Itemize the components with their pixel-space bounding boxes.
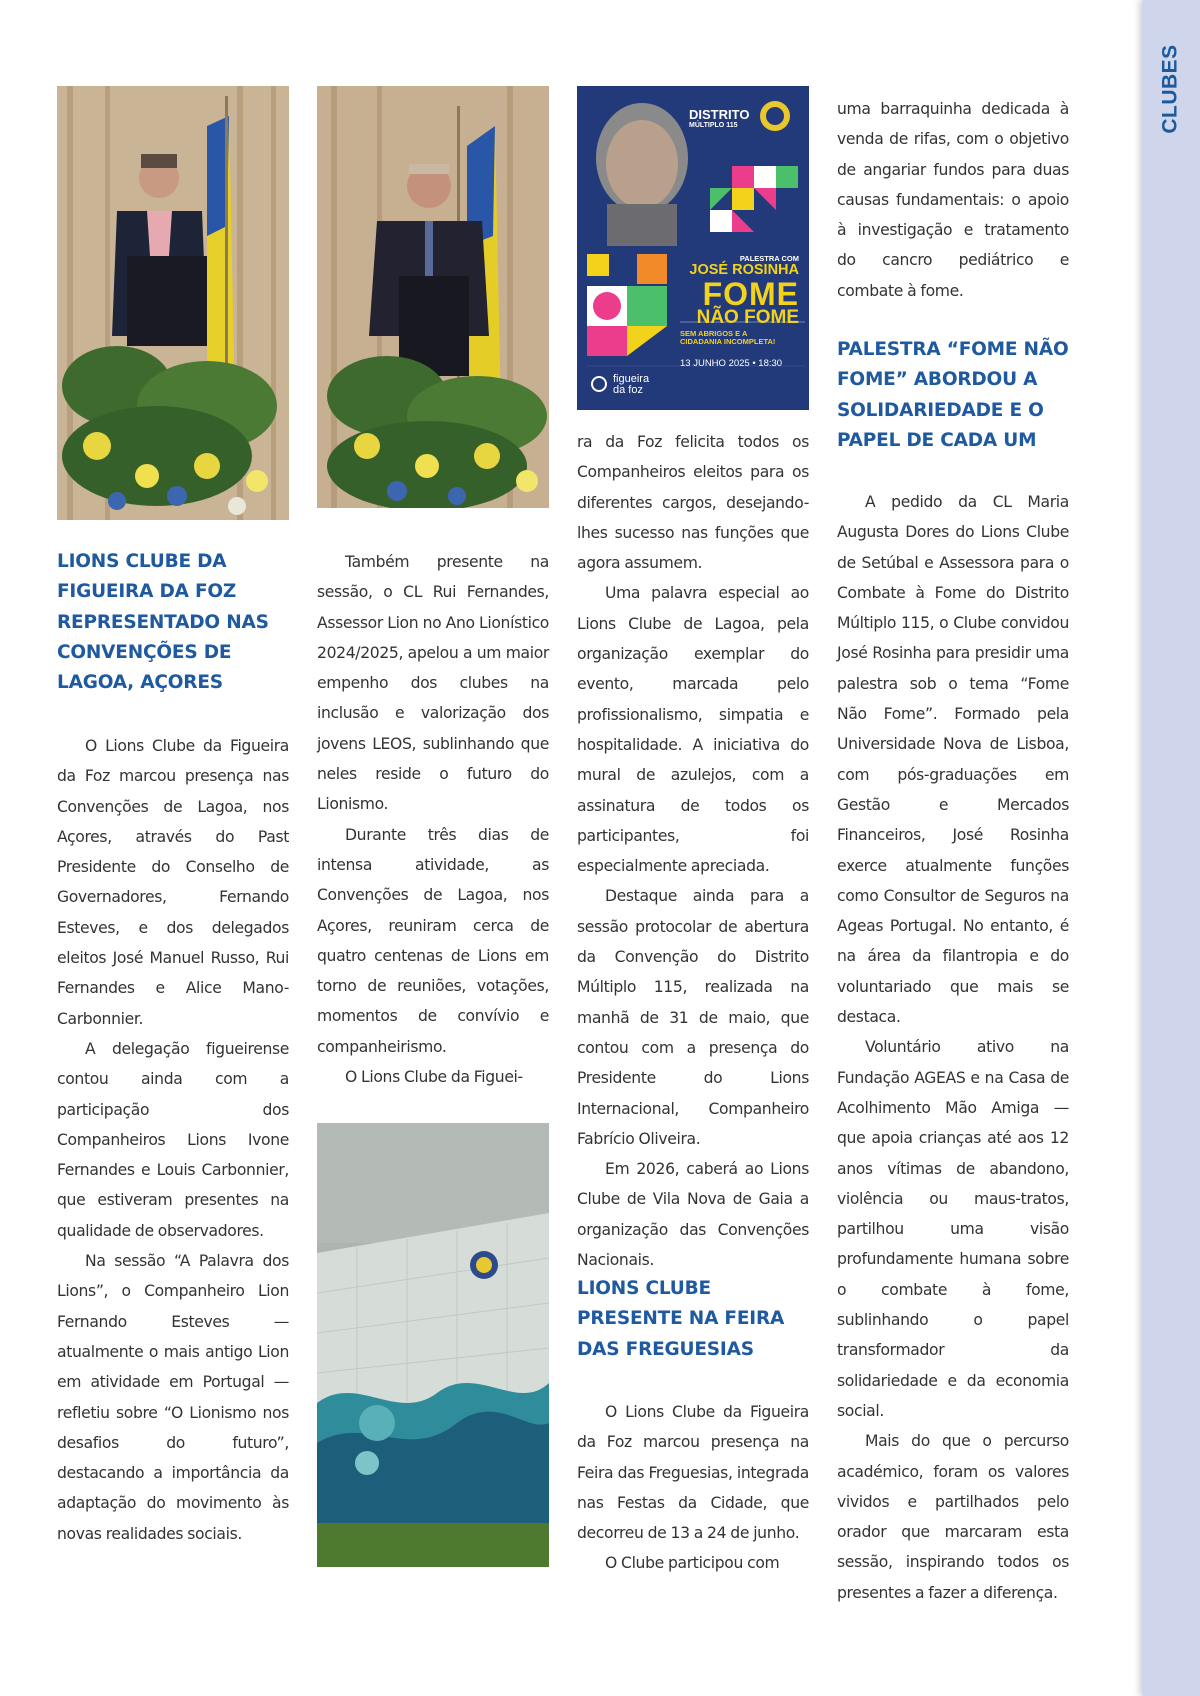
paragraph: O Lions Clube da Figueira da Foz marcou presença nas Convenções de Lagoa, nos Açores, através do Past Presidente do Conselho de Governadores, Fernando Esteves, e dos delegados eleitos José Manuel Russo, Rui Fernandes e Alice Mano-Carbonnier.: [57, 737, 289, 1028]
paragraph: Também presente na sessão, o CL Rui Fernandes, Assessor Lion no Ano Lionístico 2024/2025, apelou a um maior empenho dos clubes na inclusão e valorização dos jovens LEOS, sublinhando que neles reside o futuro do Lionismo.: [317, 553, 549, 814]
paragraph: O Lions Clube da Figuei-: [345, 1068, 523, 1087]
paragraph: Mais do que o percurso académico, foram os valores vividos e partilhados pelo orador que marcaram esta sessão, inspirando todos os presentes a fazer a diferença.: [837, 1432, 1069, 1602]
event-poster: [577, 86, 809, 410]
poster-header-line2: MÚLTIPLO 115: [689, 122, 738, 129]
section-sidebar: [1142, 0, 1200, 1696]
photo-speaker-fernando-esteves: [57, 86, 289, 520]
photo-azulejo-mural: [317, 1123, 549, 1567]
spiral-logo-icon: [591, 376, 607, 392]
paragraph: O Lions Clube da Figueira da Foz marcou presença na Feira das Freguesias, integrada nas Festas da Cidade, que decorreu de 13 a 24 de junho.: [577, 1403, 809, 1543]
section-label: CLUBES: [1159, 44, 1182, 134]
article-heading-feira: LIONS CLUBE PRESENTE NA FEIRA DAS FREGUESIAS: [577, 1278, 785, 1360]
poster-logo-line2: da foz: [613, 384, 643, 396]
poster-tagline-line2: CIDADANIA INCOMPLETA!: [680, 336, 776, 346]
paragraph: Uma palavra especial ao Lions Clube de Lagoa, pela organização exemplar do evento, marcada pelo profissionalismo, simpatia e hospitalidade. A iniciativa do mural de azulejos, com a assinatura de todos os participantes, foi especialmente apreciada.: [577, 584, 809, 876]
photo-speaker-1-image: [57, 86, 289, 520]
paragraph: Na sessão “A Palavra dos Lions”, o Companheiro Lion Fernando Esteves — atualmente o mais antigo Lion em atividade em Portugal — refletiu sobre “O Lionismo nos desafios do futuro”, destacando a importância da adaptação do movimento às novas realidades sociais.: [57, 1252, 289, 1543]
photo-speaker-2-image: [317, 86, 549, 508]
paragraph: ra da Foz felicita todos os Companheiros eleitos para os diferentes cargos, desejando-lhes sucesso nas funções que agora assumem.: [577, 433, 809, 573]
poster-tagline: [680, 330, 775, 346]
article-heading-lagoa: LIONS CLUBE DA FIGUEIRA DA FOZ REPRESENTADO NAS CONVENÇÕES DE LAGOA, AÇORES: [57, 551, 269, 694]
paragraph: Voluntário ativo na Fundação AGEAS e na Casa de Acolhimento Mão Amiga — que apoia crianças até aos 12 anos vítimas de abandono, violência ou maus-tratos, partilhou uma visão profundamente humana sobre o combate à fome, sublinhando o papel transformador da solidariedade e da economia social.: [837, 1038, 1069, 1420]
paragraph: O Clube participou com: [605, 1554, 780, 1573]
paragraph: Destaque ainda para a sessão protocolar de abertura da Convenção do Distrito Múltiplo 115, realizada na manhã de 31 de maio, que contou com a presença do Presidente do Lions Internacional, Companheiro Fabrício Oliveira.: [577, 887, 809, 1148]
paragraph: A delegação figueirense contou ainda com a participação dos Companheiros Lions Ivone Fernandes e Louis Carbonnier, que estiveram presentes na qualidade de observadores.: [57, 1039, 289, 1240]
poster-header: [689, 108, 749, 129]
article-lagoa-column-3: [577, 427, 809, 1275]
article-palestra-column-4: [837, 487, 1069, 1608]
paragraph: Em 2026, caberá ao Lions Clube de Vila Nova de Gaia a organização das Convenções Nacionais.: [577, 1160, 809, 1270]
article-feira-column-4: [837, 94, 1069, 306]
poster-logo-line1: figueira: [613, 373, 650, 385]
paragraph: A pedido da CL Maria Augusta Dores do Lions Clube de Setúbal e Assessora para o Combate à Fome do Distrito Múltiplo 115, o Clube convidou José Rosinha para presidir uma palestra sob o tema “Fome Não Fome”. Formado pela Universidade Nova de Lisboa, com pós-graduações em Gestão e Mercados Financeiros, José Rosinha exerce atualmente funções como Consultor de Seguros na Ageas Portugal. No entanto, é na área da filantropia e do voluntariado que mais se destaca.: [837, 493, 1069, 1027]
poster-tagline-line1: SEM ABRIGOS E A: [680, 329, 748, 338]
poster-speaker: JOSÉ ROSINHA: [689, 262, 799, 278]
photo-mural-image: [317, 1123, 549, 1567]
article-lagoa-column-1: [57, 731, 289, 1549]
poster-subtitle: PALESTRA COM: [739, 254, 799, 263]
article-heading-palestra: PALESTRA “FOME NÃO FOME” ABORDOU A SOLIDARIEDADE E O PAPEL DE CADA UM: [837, 339, 1069, 451]
paragraph: uma barraquinha dedicada à venda de rifas, com o objetivo de angariar fundos para duas causas fundamentais: o apoio à investigação e tratamento do cancro pediátrico e combate à fome.: [837, 100, 1069, 300]
poster-title-line2: NÃO FOME: [696, 307, 799, 328]
poster-title-line1: FOME: [702, 276, 799, 312]
poster-date: 13 JUNHO 2025 • 18:30: [680, 358, 783, 369]
article-feira-column-3: [577, 1397, 809, 1579]
poster-logo: [591, 374, 649, 396]
photo-speaker-rui-fernandes: [317, 86, 549, 508]
article-lagoa-column-2: [317, 547, 549, 1092]
poster-header-line1: DISTRITO: [689, 107, 750, 122]
paragraph: Durante três dias de intensa atividade, as Convenções de Lagoa, nos Açores, reuniram cerca de quatro centenas de Lions em torno de reuniões, votações, momentos de convívio e companheirismo.: [317, 825, 549, 1056]
